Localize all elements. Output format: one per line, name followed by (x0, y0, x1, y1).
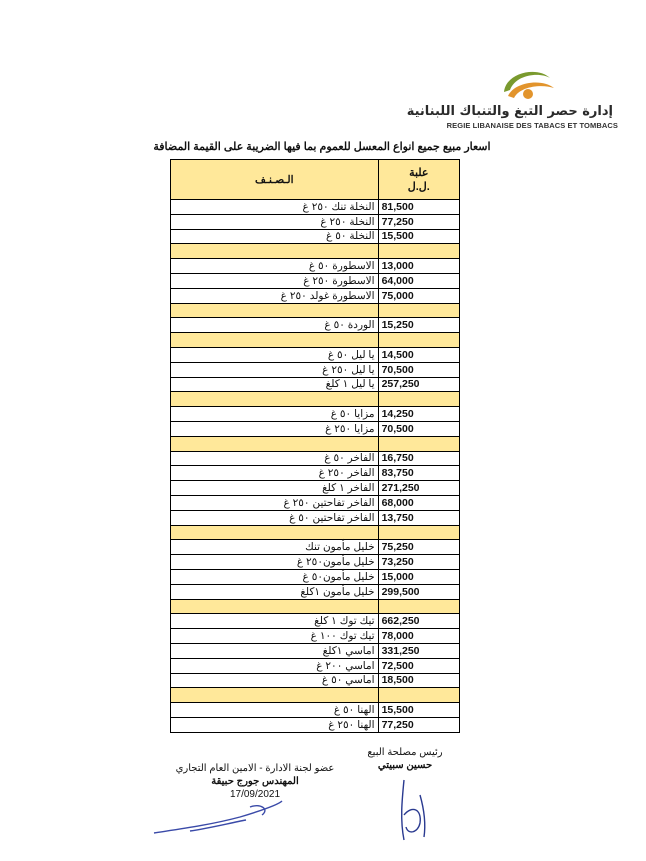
handwritten-signature-right (390, 775, 440, 850)
group-separator-row (171, 525, 460, 540)
group-separator-row (171, 599, 460, 614)
product-price: 662,250 (378, 614, 459, 629)
price-header-unit: علبة (409, 166, 429, 179)
table-row (171, 481, 460, 496)
table-row (171, 614, 460, 629)
product-name: مزايا ٥٠ غ (171, 407, 379, 422)
page-title: اسعار مبيع جميع انواع المعسل للعموم بما فيها الضريبة على القيمة المضافة (153, 141, 491, 153)
product-price: 13,750 (378, 510, 459, 525)
product-name: خليل مأمون٢٥٠ غ (171, 555, 379, 570)
product-name: الاسطورة غولد ٢٥٠ غ (171, 288, 379, 303)
separator-cell (378, 599, 459, 614)
product-name: الاسطورة ٢٥٠ غ (171, 273, 379, 288)
table-row (171, 495, 460, 510)
table-header-row (171, 160, 460, 200)
table-row (171, 259, 460, 274)
product-name: خليل مأمون ١كلغ (171, 584, 379, 599)
separator-cell (378, 436, 459, 451)
table-row (171, 540, 460, 555)
product-price: 331,250 (378, 643, 459, 658)
separator-cell (378, 303, 459, 318)
product-price: 64,000 (378, 273, 459, 288)
product-price: 15,500 (378, 229, 459, 244)
signature-left-title: عضو لجنة الادارة - الامين العام التجاري (175, 763, 335, 774)
table-row (171, 717, 460, 732)
product-price: 15,250 (378, 318, 459, 333)
table-row (171, 229, 460, 244)
separator-cell (171, 392, 379, 407)
product-name: الهنا ٥٠ غ (171, 703, 379, 718)
group-separator-row (171, 244, 460, 259)
table-row (171, 377, 460, 392)
product-price: 299,500 (378, 584, 459, 599)
org-name-arabic: إدارة حصر التبغ والتنباك اللبنانية (406, 104, 613, 119)
separator-cell (378, 333, 459, 348)
group-separator-row (171, 333, 460, 348)
product-name: يا ليل ٥٠ غ (171, 347, 379, 362)
table-row (171, 273, 460, 288)
separator-cell (171, 244, 379, 259)
product-price: 68,000 (378, 495, 459, 510)
price-header-currency: ل.ل. (407, 180, 430, 193)
product-name: الوردة ٥٠ غ (171, 318, 379, 333)
product-name: خليل مأمون تنك (171, 540, 379, 555)
separator-cell (378, 244, 459, 259)
product-name: الفاخر تفاحتين ٥٠ غ (171, 510, 379, 525)
product-name: الفاخر ٥٠ غ (171, 451, 379, 466)
table-row (171, 629, 460, 644)
table-row (171, 658, 460, 673)
product-price: 73,250 (378, 555, 459, 570)
table-row (171, 466, 460, 481)
product-name: الفاخر تفاحتين ٢٥٠ غ (171, 495, 379, 510)
product-price: 70,500 (378, 421, 459, 436)
price-table (170, 159, 460, 733)
separator-cell (171, 525, 379, 540)
product-price: 271,250 (378, 481, 459, 496)
signature-left-name: المهندس جورج حبيقة (211, 776, 299, 787)
separator-cell (171, 436, 379, 451)
product-name: اماسي ١كلغ (171, 643, 379, 658)
table-row (171, 362, 460, 377)
product-price: 70,500 (378, 362, 459, 377)
product-price: 15,000 (378, 569, 459, 584)
group-separator-row (171, 688, 460, 703)
product-price: 14,500 (378, 347, 459, 362)
group-separator-row (171, 303, 460, 318)
separator-cell (171, 599, 379, 614)
product-name: اماسي ٢٠٠ غ (171, 658, 379, 673)
org-name-french: REGIE LIBANAISE DES TABACS ET TOMBACS (446, 121, 618, 130)
separator-cell (171, 688, 379, 703)
product-price: 15,500 (378, 703, 459, 718)
handwritten-signature-left (150, 795, 290, 840)
product-price: 81,500 (378, 200, 459, 215)
separator-cell (378, 525, 459, 540)
product-price: 77,250 (378, 717, 459, 732)
product-name: تيك توك ١٠٠ غ (171, 629, 379, 644)
product-price: 75,250 (378, 540, 459, 555)
table-row (171, 200, 460, 215)
product-price: 16,750 (378, 451, 459, 466)
table-row (171, 510, 460, 525)
column-header-product: الـصـنـف (171, 160, 379, 200)
product-name: يا ليل ٢٥٠ غ (171, 362, 379, 377)
column-header-price (378, 160, 459, 200)
table-row (171, 288, 460, 303)
product-price: 13,000 (378, 259, 459, 274)
table-row (171, 673, 460, 688)
product-price: 72,500 (378, 658, 459, 673)
table-row (171, 407, 460, 422)
table-row (171, 347, 460, 362)
group-separator-row (171, 392, 460, 407)
product-name: النخلة تنك ٢٥٠ غ (171, 200, 379, 215)
regie-logo-icon (498, 62, 558, 108)
table-row (171, 569, 460, 584)
table-row (171, 555, 460, 570)
table-row (171, 214, 460, 229)
product-name: مزايا ٢٥٠ غ (171, 421, 379, 436)
signature-right-name: حسين سبيتي (377, 760, 433, 771)
separator-cell (171, 333, 379, 348)
product-price: 77,250 (378, 214, 459, 229)
signature-right-title: رئيس مصلحة البيع (367, 747, 443, 758)
product-name: اماسي ٥٠ غ (171, 673, 379, 688)
product-price: 18,500 (378, 673, 459, 688)
signature-date: 17/09/2021 (229, 789, 281, 800)
product-name: النخلة ٥٠ غ (171, 229, 379, 244)
product-price: 75,000 (378, 288, 459, 303)
separator-cell (378, 688, 459, 703)
table-row (171, 421, 460, 436)
separator-cell (378, 392, 459, 407)
separator-cell (171, 303, 379, 318)
product-name: الهنا ٢٥٠ غ (171, 717, 379, 732)
product-name: الاسطورة ٥٠ غ (171, 259, 379, 274)
product-price: 78,000 (378, 629, 459, 644)
product-price: 257,250 (378, 377, 459, 392)
product-name: يا ليل ١ كلغ (171, 377, 379, 392)
product-name: خليل مأمون٥٠ غ (171, 569, 379, 584)
table-row (171, 703, 460, 718)
product-price: 14,250 (378, 407, 459, 422)
product-name: تيك توك ١ كلغ (171, 614, 379, 629)
product-name: الفاخر ٢٥٠ غ (171, 466, 379, 481)
table-row (171, 584, 460, 599)
product-name: الفاخر ١ كلغ (171, 481, 379, 496)
product-name: النخلة ٢٥٠ غ (171, 214, 379, 229)
group-separator-row (171, 436, 460, 451)
product-price: 83,750 (378, 466, 459, 481)
table-row (171, 451, 460, 466)
table-row (171, 318, 460, 333)
table-row (171, 643, 460, 658)
